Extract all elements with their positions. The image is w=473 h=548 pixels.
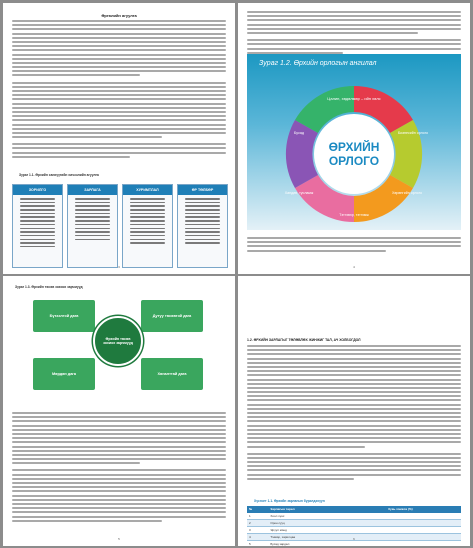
pillar-savings: ХУРИМТЛАЛ [122, 184, 173, 268]
segment-label-assets: Хөрөнгийн орлого [392, 191, 422, 195]
table-cell: Тээвэр, харилцаа [268, 534, 386, 541]
pillar-debt: ӨР ТӨЛБӨР [177, 184, 228, 268]
segment-label-aid: Хандив, тусламж [284, 191, 314, 195]
pillar-diagram [12, 184, 226, 266]
ring-center-label-1: ӨРХИЙН [328, 140, 380, 154]
page-number: 6 [353, 537, 355, 541]
document-page-1 [3, 3, 235, 274]
page-heading: Өргөлийн агуулга [101, 13, 137, 18]
text-block [12, 412, 226, 524]
text-block [247, 237, 461, 254]
segment-label-business: Бизнесийн орлого [397, 131, 429, 135]
segment-label-pension: Тэтгэвэр, тэтгэмж [339, 213, 369, 217]
table-row [247, 541, 461, 546]
document-page-2 [238, 3, 470, 274]
table-cell: 5 [247, 541, 268, 546]
segment-label-other: Бусад [294, 131, 304, 135]
income-ring-diagram [247, 54, 461, 230]
ring-center-label-2: ОРЛОГО [328, 154, 380, 168]
document-page-3 [3, 276, 235, 546]
table-cell [386, 519, 461, 526]
table-cell: Эрүүл мэнд [268, 526, 386, 533]
table-cell: 1 [247, 513, 268, 520]
figure-title: Зураг 1.1. Өрхийн санхүүгийн хичээлийн агуулга [19, 173, 99, 177]
pillar-expense: ЗАРЛАГА [67, 184, 118, 268]
page-number: 5 [118, 537, 120, 541]
segment-label-salary: Цалин, хөдөлмөр – ийн хөлс [327, 96, 381, 101]
table-row [247, 513, 461, 520]
principle-box-3: Мөрдөн дага [33, 358, 95, 390]
figure-title: Зураг 1.3. Өрхийн төсөв зохиох зарчмууд [15, 285, 83, 289]
table-row [247, 519, 461, 526]
principles-center: Өрхийн төсөв зохиох зарчмууд [93, 316, 143, 366]
table-header: Хувь хэмжээ (%) [386, 506, 461, 513]
text-block [247, 11, 461, 56]
document-page-4 [238, 276, 470, 546]
table-cell [386, 541, 461, 546]
principle-box-1: Бүтээлтэй дага [33, 300, 95, 332]
table-cell: Хоол хүнс [268, 513, 386, 520]
table-cell: 3 [247, 526, 268, 533]
table-row [247, 526, 461, 533]
table-cell: 4 [247, 534, 268, 541]
figure-title: Зураг 1.2. Өрхийн орлогын ангилал [259, 60, 377, 67]
page-number: 4 [353, 265, 355, 269]
page-number: 3 [118, 265, 120, 269]
income-figure [247, 54, 461, 230]
principle-box-2: Дутуу төсөвтэй дага [141, 300, 203, 332]
table-title: Хүснэгт 1.1. Өрхийн зарлагын бүрэлдэхүүн [254, 499, 325, 503]
table-header-row [247, 506, 461, 513]
principles-diagram [33, 294, 203, 404]
pillar-goal: ЗОРИЛГО [12, 184, 63, 268]
table-cell: Бусад зардал [268, 541, 386, 546]
text-block [247, 345, 461, 482]
table-cell: Орон сууц [268, 519, 386, 526]
principle-box-4: Хяналттай дага [141, 358, 203, 390]
table-header: Зарлагын төрөл [268, 506, 386, 513]
table-cell [386, 526, 461, 533]
section-heading: 1.2. ӨРХИЙН ЗАРЛАГЫГ ТӨЛӨВЛӨХ ЖИНЖИГ ТАЛ, АЧ ХОЛБОГДОЛ [247, 338, 361, 342]
table-cell [386, 513, 461, 520]
table-cell: 2 [247, 519, 268, 526]
table-header: № [247, 506, 268, 513]
text-block [12, 20, 226, 160]
